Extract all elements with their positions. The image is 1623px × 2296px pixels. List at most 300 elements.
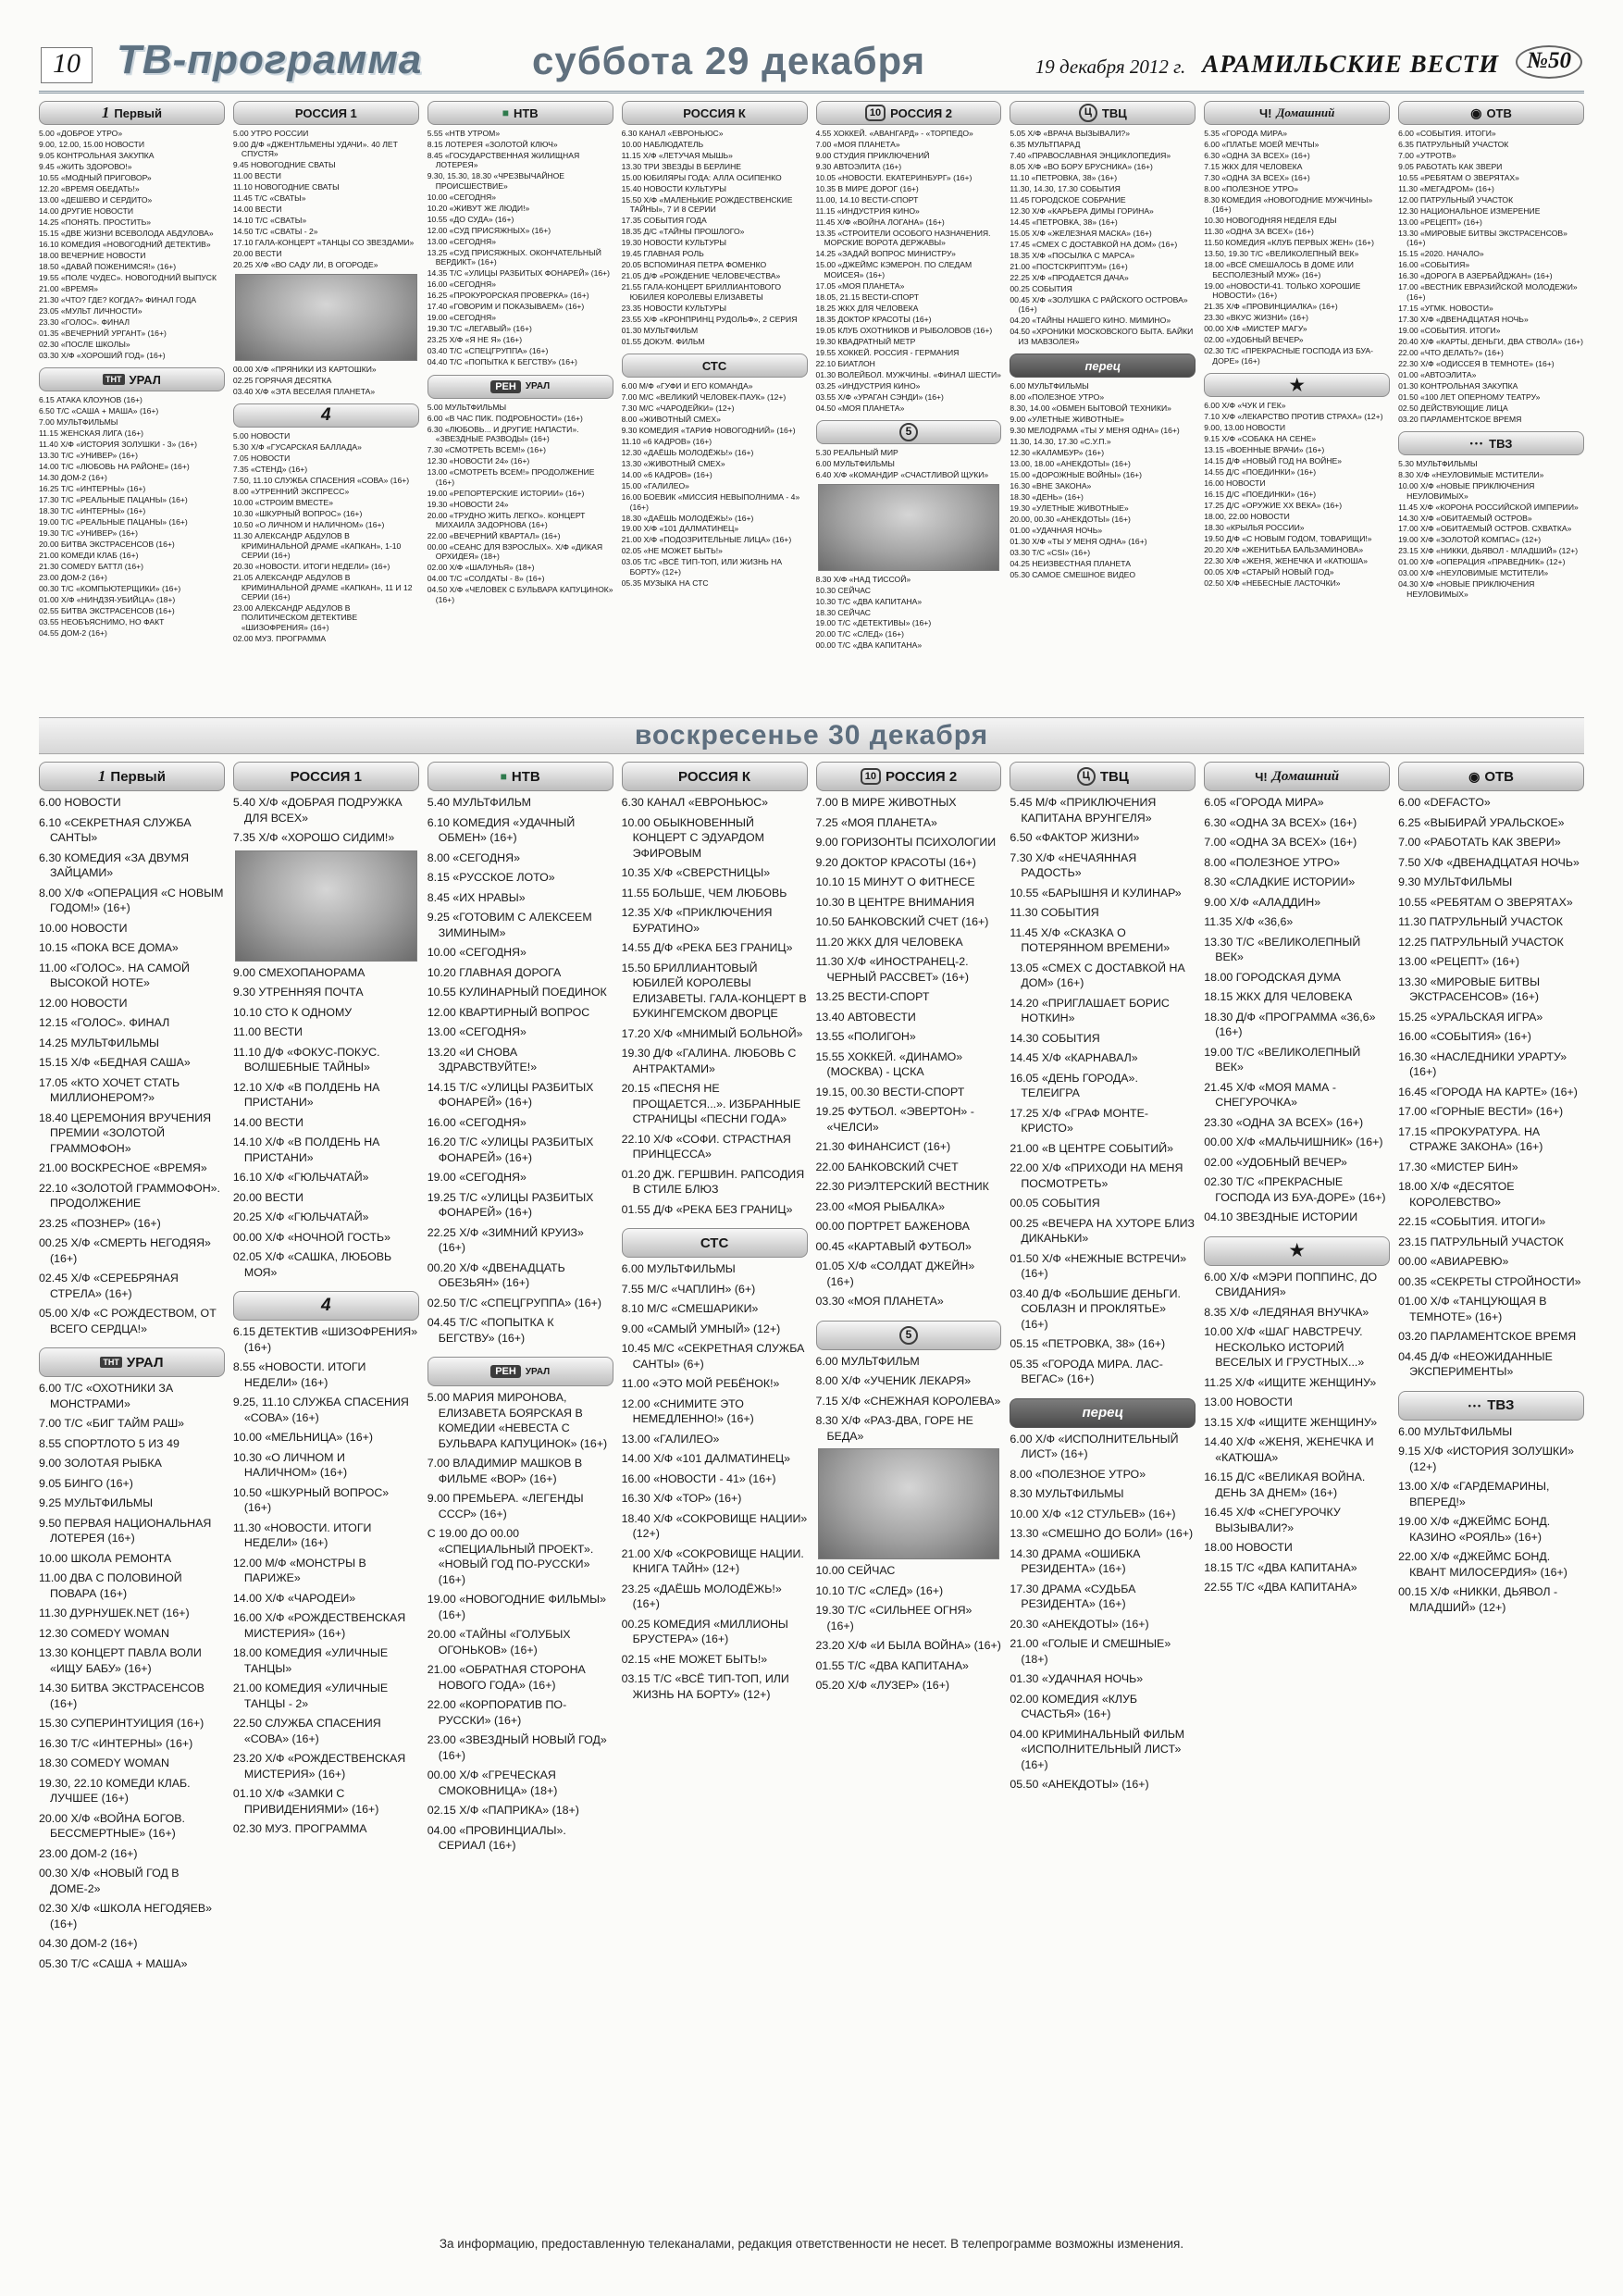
program-entry: 9.00 Д/Ф «ДЖЕНТЛЬМЕНЫ УДАЧИ». 40 ЛЕТ СПУСТЯ» (232, 139, 398, 159)
channel-header-domashniy (1204, 762, 1390, 791)
program-entry: 20.05 ВСПОМИНАЯ ПЕТРА ФОМЕНКО (621, 260, 767, 270)
program-entry: 14.25 МУЛЬТФИЛЬМЫ (39, 1036, 160, 1049)
channel-name: РОССИЯ 1 (294, 105, 357, 120)
program-entry: 16.10 Х/Ф «ГЮЛЬЧАТАЙ» (232, 1171, 369, 1184)
program-entry: 01.30 ВОЛЕЙБОЛ. МУЖЧИНЫ. «ФИНАЛ ШЕСТИ» (815, 369, 1001, 379)
program-entry: 00.00 Х/Ф «МАЛЬЧИШНИК» (16+) (1204, 1136, 1383, 1148)
program-entry: 9.45 НОВОГОДНИЕ СВАТЫ (232, 160, 336, 170)
program-entry: 6.00 Х/Ф «ИСПОЛНИТЕЛЬНЫЙ ЛИСТ» (16+) (1010, 1432, 1179, 1460)
pyat-logo-icon: 5 (899, 423, 918, 441)
program-entry: 11.00 «ЭТО МОЙ РЕБЁНОК!» (621, 1377, 780, 1390)
program-entry: 18.50 «ДАВАЙ ПОЖЕНИМСЯ!» (16+) (39, 261, 177, 271)
channel-header-ural (39, 1347, 225, 1377)
program-entry: 6.00 «СОБЫТИЯ. ИТОГИ» (1398, 129, 1496, 138)
program-entry: 14.00 Т/С «ЛЮБОВЬ НА РАЙОНЕ» (16+) (39, 462, 190, 472)
program-entry: 13.00 «РЕЦЕПТ» (16+) (1398, 217, 1482, 227)
page-header (39, 31, 1584, 93)
program-entry: 14.35 Т/С «УЛИЦЫ РАЗБИТЫХ ФОНАРЕЙ» (16+) (427, 268, 611, 279)
program-entry: 10.20 «ЖИВУТ ЖЕ ЛЮДИ!» (427, 203, 530, 213)
program-entry: 20.00, 00.30 «АНЕКДОТЫ» (16+) (1010, 515, 1131, 524)
program-entry: 8.30 «СЛАДКИЕ ИСТОРИИ» (1204, 875, 1356, 888)
channel-column (233, 762, 419, 2229)
program-entry: 6.25 «ВЫБИРАЙ УРАЛЬСКОЕ» (1398, 815, 1565, 829)
program-entry: 22.00 «ВЕЧЕРНИЙ КВАРТАЛ» (16+) (427, 530, 561, 540)
channel-column (427, 762, 613, 2229)
program-entry: 10.55 «МОДНЫЙ ПРИГОВОР» (39, 172, 152, 182)
channel-header-tvc (1010, 101, 1196, 125)
program-entry: 9.00 ГОРИЗОНТЫ ПСИХОЛОГИИ (815, 836, 997, 849)
program-entry: 02.00 «УДОБНЫЙ ВЕЧЕР» (1204, 335, 1304, 345)
program-entry: 6.00 НОВОСТИ (39, 796, 121, 809)
program-entry: 7.00 «УТРОТВ» (1398, 150, 1456, 160)
program-entry: 11.00 ВЕСТИ (232, 1025, 303, 1038)
channel-column (622, 762, 808, 2229)
program-entry: 9.30 АВТОЭЛИТА (16+) (815, 161, 902, 171)
program-entry: 18.15 ЖКХ ДЛЯ ЧЕЛОВЕКА (1204, 990, 1353, 1003)
program-entry: 10.30 Т/С «ДВА КАПИТАНА» (815, 596, 923, 606)
program-entry: 19.25 ФУТБОЛ. «ЭВЕРТОН» - «ЧЕЛСИ» (815, 1105, 974, 1134)
program-entry: 03.20 ПАРЛАМЕНТСКОЕ ВРЕМЯ (1398, 414, 1522, 424)
program-entry: 5.45 М/Ф «ПРИКЛЮЧЕНИЯ КАПИТАНА ВРУНГЕЛЯ» (1010, 796, 1157, 825)
program-entry: 14.30 БИТВА ЭКСТРАСЕНСОВ (16+) (39, 1682, 204, 1710)
program-entry: 13.00 «СЕГОДНЯ» (427, 236, 497, 246)
program-entry: 01.35 «ВЕЧЕРНИЙ УРГАНТ» (16+) (39, 328, 167, 338)
program-entry: 9.00 Х/Ф «АЛАДДИН» (1204, 895, 1321, 909)
program-entry: 10.15 «ПОКА ВСЕ ДОМА» (39, 941, 179, 954)
program-entry: 00.25 «ВЕЧЕРА НА ХУТОРЕ БЛИЗ ДИКАНЬКИ» (1010, 1216, 1195, 1245)
program-entry: 10.00 НОВОСТИ (39, 921, 128, 935)
program-entry: 05.00 Х/Ф «С РОЖДЕСТВОМ, ОТ ВСЕГО СЕРДЦА!» (39, 1307, 217, 1335)
program-entry: 15.15 «2020. НАЧАЛО» (1398, 249, 1484, 259)
program-entry: 9.25 «ГОТОВИМ С АЛЕКСЕЕМ ЗИМИНЫМ» (427, 911, 592, 939)
program-photo (235, 850, 417, 962)
program-entry: 17.10 ГАЛА-КОНЦЕРТ «ТАНЦЫ СО ЗВЕЗДАМИ» (232, 238, 415, 248)
program-entry: 19.00 Х/Ф «101 ДАЛМАТИНЕЦ» (621, 524, 739, 534)
channel-name: СТС (700, 1235, 729, 1251)
program-entry: 5.00 МУЛЬТФИЛЬМЫ (427, 402, 507, 412)
program-entry: 23.15 ПАТРУЛЬНЫЙ УЧАСТОК (1398, 1235, 1564, 1248)
program-entry: 20.20 Х/Ф «ЖЕНИТЬБА БАЛЬЗАМИНОВА» (1204, 544, 1364, 554)
program-entry: 16.30 «ДОРОГА В АЗЕРБАЙДЖАН» (16+) (1398, 271, 1553, 281)
program-entry: 14.25 «ЗАДАЙ ВОПРОС МИНИСТРУ» (815, 249, 956, 259)
program-entry: 00.00 «АВИАРЕВЮ» (1398, 1255, 1509, 1268)
channel-name: Домашний (1276, 105, 1335, 119)
program-entry: 7.30 М/С «ЧАРОДЕЙКИ» (12+) (621, 403, 735, 414)
program-entry: 22.10 «ЗОЛОТОЙ ГРАММОФОН». ПРОДОЛЖЕНИЕ (39, 1181, 220, 1210)
program-entry: 23.30 «ОДНА ЗА ВСЕХ» (16+) (1204, 1115, 1364, 1129)
program-entry: 6.00 МУЛЬТФИЛЬМЫ (815, 459, 895, 469)
program-entry: 9.00 «САМЫЙ УМНЫЙ» (12+) (621, 1322, 781, 1335)
program-entry: 10.50 БАНКОВСКИЙ СЧЕТ (16+) (815, 915, 989, 928)
program-entry: 14.10 Т/С «СВАТЫ» (232, 216, 307, 226)
program-entry: 01.55 ДОКУМ. ФИЛЬМ (621, 336, 705, 346)
program-entry: 03.30 Т/С «CSI» (16+) (1010, 547, 1091, 557)
program-entry: 10.55 «РЕБЯТАМ О ЗВЕРЯТАХ» (1398, 895, 1573, 909)
channel-header-chetyre (233, 403, 419, 428)
program-entry: 6.30 «ОДНА ЗА ВСЕХ» (16+) (1204, 150, 1310, 160)
program-entry: 9.00, 12.00, 15.00 НОВОСТИ (39, 139, 145, 149)
channel-name: УРАЛ (129, 372, 161, 387)
program-entry: 10.35 Х/Ф «СВЕРСТНИЦЫ» (621, 866, 771, 879)
program-entry: 18.00 «ВСЁ СМЕШАЛОСЬ В ДОМЕ ИЛИ БЕСПОЛЕЗНЫЙ МУЖ» (16+) (1204, 260, 1354, 279)
program-entry: 14.15 Т/С «УЛИЦЫ РАЗБИТЫХ ФОНАРЕЙ» (16+) (427, 1080, 594, 1109)
program-entry: 9.05 РАБОТАТЬ КАК ЗВЕРИ (1398, 161, 1503, 171)
program-entry: 13.50, 19.30 Т/С «ВЕЛИКОЛЕПНЫЙ ВЕК» (1204, 249, 1359, 259)
program-entry: 14.15 Д/Ф «НОВЫЙ ГОД НА ВОЙНЕ» (1204, 456, 1343, 466)
program-entry: 20.00 Т/С «СЛЕД» (16+) (815, 629, 904, 639)
program-entry: 21.00 «ГОЛЫЕ И СМЕШНЫЕ» (18+) (1010, 1637, 1171, 1666)
program-entry: 11.15 Х/Ф «ЛЕТУЧАЯ МЫШЬ» (621, 150, 733, 160)
program-entry: 18.40 ЦЕРЕМОНИЯ ВРУЧЕНИЯ ПРЕМИИ «ЗОЛОТОЙ ГРАММОФОН» (39, 1111, 212, 1155)
program-entry: 13.40 АВТОВЕСТИ (815, 1010, 916, 1024)
program-entry: 18.30 «ДЕНЬ» (16+) (1010, 492, 1084, 503)
program-entry: 7.35 «СТЕНД» (16+) (232, 465, 308, 475)
program-entry: 03.20 ПАРЛАМЕНТСКОЕ ВРЕМЯ (1398, 1330, 1577, 1343)
program-entry: 6.35 ПАТРУЛЬНЫЙ УЧАСТОК (1398, 139, 1509, 149)
program-entry: 02.30 Х/Ф «ШКОЛА НЕГОДЯЕВ» (16+) (39, 1902, 213, 1930)
program-entry: 11.50 КОМЕДИЯ «КЛУБ ПЕРВЫХ ЖЕН» (16+) (1204, 238, 1374, 248)
program-entry: 21.00 «ОБРАТНАЯ СТОРОНА НОВОГО ГОДА» (16+) (427, 1663, 586, 1692)
program-entry: 14.00 «6 КАДРОВ» (16+) (621, 470, 712, 480)
program-entry: 22.00 «КОРПОРАТИВ ПО-РУССКИ» (16+) (427, 1698, 567, 1727)
chetyre-logo-icon: 4 (321, 1296, 331, 1315)
program-entry: 15.00 «ГАЛИЛЕО» (621, 481, 689, 491)
program-entry: 5.35 «ГОРОДА МИРА» (1204, 129, 1287, 138)
program-entry: 21.00 «В ЦЕНТРЕ СОБЫТИЙ» (1010, 1141, 1174, 1155)
program-entry: 13.05 «СМЕХ С ДОСТАВКОЙ НА ДОМ» (16+) (1010, 961, 1185, 989)
program-entry: 14.40 Х/Ф «ЖЕНЯ, ЖЕНЕЧКА И «КАТЮША» (1204, 1435, 1374, 1464)
program-entry: 7.00 «ОДНА ЗА ВСЕХ» (16+) (1204, 836, 1357, 849)
program-entry: 19.00 Х/Ф «ДЖЕЙМС БОНД. КАЗИНО «РОЯЛЬ» (16+) (1398, 1515, 1551, 1544)
program-entry: 6.00 М/Ф «ГУФИ И ЕГО КОМАНДА» (621, 381, 753, 391)
program-entry: 19.00 «СЕГОДНЯ» (427, 313, 497, 323)
program-entry: 00.25 КОМЕДИЯ «МИЛЛИОНЫ БРУСТЕРА» (16+) (621, 1617, 788, 1645)
program-entry: 14.30 ДОМ-2 (16+) (39, 473, 107, 483)
program-entry: 13.00 НОВОСТИ (1204, 1396, 1293, 1409)
program-entry: 00.30 Х/Ф «НОВЫЙ ГОД В ДОМЕ-2» (39, 1867, 180, 1895)
newspaper-name: АРАМИЛЬСКИЕ ВЕСТИ (1202, 50, 1500, 78)
program-entry: 7.55 М/С «ЧАПЛИН» (6+) (621, 1282, 756, 1296)
program-entry: 16.00 «СОБЫТИЯ» (16+) (1398, 1030, 1531, 1043)
program-entry: 11.10 НОВОГОДНИЕ СВАТЫ (232, 182, 340, 192)
program-entry: 01.30 «УДАЧНАЯ НОЧЬ» (1010, 1672, 1144, 1685)
program-entry: 18.05, 21.15 ВЕСТИ-СПОРТ (815, 292, 920, 302)
program-entry: 8.00 Х/Ф «УЧЕНИК ЛЕКАРЯ» (815, 1374, 972, 1387)
program-entry: 9.15 Х/Ф «ИСТОРИЯ ЗОЛУШКИ» (12+) (1398, 1445, 1575, 1473)
program-entry: 8.30 Х/Ф «РАЗ-ДВА, ГОРЕ НЕ БЕДА» (815, 1414, 973, 1443)
program-entry: 16.00 «НОВОСТИ - 41» (16+) (621, 1471, 776, 1485)
program-entry: 17.00 «ГОРНЫЕ ВЕСТИ» (16+) (1398, 1105, 1564, 1118)
program-entry: 17.45 «СМЕХ С ДОСТАВКОЙ НА ДОМ» (16+) (1010, 239, 1178, 249)
program-entry: 5.00 НОВОСТИ (232, 431, 291, 441)
program-entry: 13.00 «ДЕШЕВО И СЕРДИТО» (39, 194, 153, 205)
channel-name: УРАЛ (126, 1354, 164, 1371)
program-entry: 19.00 «НОВОСТИ-41. ТОЛЬКО ХОРОШИЕ НОВОСТИ» (16+) (1204, 280, 1361, 301)
program-entry: 7.30 «СМОТРЕТЬ ВСЕМ!» (16+) (427, 445, 546, 455)
program-entry: 02.50 Т/С «СПЕЦГРУППА» (16+) (427, 1296, 602, 1309)
program-entry: 01.00 «УДАЧНАЯ НОЧЬ» (1010, 525, 1103, 535)
program-entry: 17.25 Д/С «ОРУЖИЕ XX ВЕКА» (16+) (1204, 501, 1343, 511)
program-entry: 02.00 МУЗ. ПРОГРАММА (232, 633, 327, 643)
program-entry: С 19.00 ДО 00.00 «СПЕЦИАЛЬНЫЙ ПРОЕКТ». «НОВЫЙ ГОД ПО-РУССКИ» (16+) (427, 1527, 594, 1586)
program-entry: 7.00 МУЛЬТФИЛЬМЫ (39, 417, 118, 428)
program-entry: 15.15 «ДВЕ ЖИЗНИ ВСЕВОЛОДА АБДУЛОВА» (39, 228, 214, 238)
program-entry: 20.25 Х/Ф «ГЮЛЬЧАТАЙ» (232, 1210, 369, 1223)
rossiya2-logo-icon: 10 (865, 105, 886, 121)
page-number: 10 (41, 47, 93, 83)
program-entry: 02.05 «НЕ МОЖЕТ БЫТЬ!» (621, 546, 723, 556)
program-entry: 9.45 «ЖИТЬ ЗДОРОВО!» (39, 161, 132, 171)
program-entry: 14.30 СОБЫТИЯ (1010, 1031, 1100, 1045)
channel-name: ТВЗ (1489, 436, 1513, 451)
program-entry: 5.00 МАРИЯ МИРОНОВА, ЕЛИЗАВЕТА БОЯРСКАЯ В КОМЕДИИ «НЕВЕСТА С БУЛЬВАРА КАПУЦИНОК» (16+) (427, 1391, 608, 1450)
program-entry: 12.20 «ВРЕМЯ ОБЕДАТЬ!» (39, 183, 140, 193)
program-entry: 11.35 Х/Ф «36,6» (1204, 915, 1294, 928)
program-entry: 13.30 КОНЦЕРТ ПАВЛА ВОЛИ «ИЩУ БАБУ» (16+) (39, 1646, 202, 1675)
channel-header-pyat (816, 1321, 1002, 1350)
program-entry: 6.10 КОМЕДИЯ «УДАЧНЫЙ ОБМЕН» (16+) (427, 815, 576, 844)
program-entry: 6.10 «СЕКРЕТНАЯ СЛУЖБА САНТЫ» (39, 815, 192, 844)
program-entry: 12.10 Х/Ф «В ПОЛДЕНЬ НА ПРИСТАНИ» (232, 1080, 380, 1109)
program-entry: 17.15 «ПРОКУРАТУРА. НА СТРАЖЕ ЗАКОНА» (16+) (1398, 1124, 1543, 1153)
program-entry: 00.05 Х/Ф «СТАРЫЙ НОВЫЙ ГОД» (1204, 566, 1334, 577)
channel-name: ОТВ (1486, 105, 1512, 120)
program-entry: 01.05 Х/Ф «СОЛДАТ ДЖЕЙН» (16+) (815, 1260, 975, 1288)
program-entry: 10.30 В ЦЕНТРЕ ВНИМАНИЯ (815, 895, 975, 909)
program-entry: 02.05 Х/Ф «САШКА, ЛЮБОВЬ МОЯ» (232, 1250, 392, 1279)
channel-header-otv (1398, 762, 1584, 791)
program-entry: 00.05 СОБЫТИЯ (1010, 1197, 1100, 1210)
program-entry: 10.00 ШКОЛА РЕМОНТА (39, 1551, 172, 1565)
channel-header-pervyi (39, 762, 225, 791)
program-entry: 17.30 «МИСТЕР БИН» (1398, 1160, 1518, 1173)
program-entry: 03.40 Х/Ф «ЭТА ВЕСЕЛАЯ ПЛАНЕТА» (232, 386, 376, 396)
program-entry: 13.00 «СМОТРЕТЬ ВСЕМ!» ПРОДОЛЖЕНИЕ (16+) (427, 467, 595, 487)
channel-column (39, 762, 225, 2229)
program-entry: 8.35 Х/Ф «ЛЕДЯНАЯ ВНУЧКА» (1204, 1305, 1369, 1319)
program-entry: 17.30 Т/С «РЕАЛЬНЫЕ ПАЦАНЫ» (16+) (39, 495, 188, 505)
program-entry: 9.00 СМЕХОПАНОРАМА (232, 965, 365, 979)
program-entry: 10.20 ГЛАВНАЯ ДОРОГА (427, 965, 562, 979)
program-entry: 00.45 «КАРТАВЫЙ ФУТБОЛ» (815, 1239, 972, 1253)
program-entry: 22.10 БИАТЛОН (815, 358, 875, 368)
program-entry: 14.00 ВЕСТИ (232, 205, 282, 215)
program-entry: 13.55 «ПОЛИГОН» (815, 1030, 916, 1043)
program-entry: 22.25 Х/Ф «ПРОДАЕТСЯ ДАЧА» (1010, 272, 1129, 282)
program-entry: 12.30 «НОВОСТИ 24» (16+) (427, 456, 530, 466)
program-entry: 8.00 «ЖИВОТНЫЙ СМЕХ» (621, 415, 721, 425)
program-entry: 11.00 ВЕСТИ (232, 171, 281, 181)
channel-header-rossiyak (622, 101, 808, 125)
program-entry: 11.55 БОЛЬШЕ, ЧЕМ ЛЮБОВЬ (621, 886, 787, 900)
program-entry: 04.10 ЗВЕЗДНЫЕ ИСТОРИИ (1204, 1210, 1358, 1223)
program-entry: 03.40 Т/С «СПЕЦГРУППА» (16+) (427, 346, 549, 356)
program-entry: 6.00 «В ЧАС ПИК. ПОДРОБНОСТИ» (16+) (427, 413, 583, 423)
channel-header-rossiya2 (816, 101, 1002, 125)
channel-name: РОССИЯ К (683, 105, 746, 120)
program-entry: 13.25 «СУД ПРИСЯЖНЫХ. ОКОНЧАТЕЛЬНЫЙ ВЕРДИКТ» (16+) (427, 247, 601, 267)
program-entry: 19.30 Д/Ф «ГАЛИНА. ЛЮБОВЬ С АНТРАКТАМИ» (621, 1047, 797, 1075)
program-entry: 17.00 Х/Ф «ОБИТАЕМЫЙ ОСТРОВ. СХВАТКА» (1398, 524, 1572, 534)
program-entry: 18.30 Д/Ф «ПРОГРАММА «36,6» (16+) (1204, 1010, 1376, 1038)
program-entry: 8.00 «ПОЛЕЗНОЕ УТРО» (1204, 183, 1299, 193)
program-entry: 16.00 БОЕВИК «МИССИЯ НЕВЫПОЛНИМА - 4» (16+) (621, 492, 800, 512)
program-entry: 20.30 «НОВОСТИ. ИТОГИ НЕДЕЛИ» (16+) (232, 562, 390, 572)
channel-name: РОССИЯ 1 (290, 768, 362, 785)
program-entry: 9.50 ПЕРВАЯ НАЦИОНАЛЬНАЯ ЛОТЕРЕЯ (16+) (39, 1516, 212, 1545)
program-entry: 01.00 «АВТОЭЛИТА» (1398, 369, 1477, 379)
otv-logo-icon: ◉ (1470, 105, 1482, 120)
program-entry: 14.45 «ПЕТРОВКА, 38» (16+) (1010, 217, 1118, 227)
pyat-logo-icon: 5 (899, 1326, 918, 1345)
program-entry: 19.00 «СОБЫТИЯ. ИТОГИ» (1398, 325, 1501, 335)
program-entry: 9.25 МУЛЬТФИЛЬМЫ (39, 1496, 154, 1509)
channel-name: РОССИЯ К (678, 768, 751, 785)
program-entry: 00.45 Х/Ф «ЗОЛУШКА С РАЙСКОГО ОСТРОВА» (16+) (1010, 294, 1188, 315)
channel-name: ТВЦ (1101, 105, 1127, 120)
program-entry: 21.00 ВОСКРЕСНОЕ «ВРЕМЯ» (39, 1161, 207, 1174)
program-entry: 20.00 БИТВА ЭКСТРАСЕНСОВ (16+) (39, 539, 175, 549)
channel-name: ОТВ (1484, 768, 1514, 785)
program-entry: 15.55 ХОККЕЙ. «ДИНАМО» (МОСКВА) - ЦСКА (815, 1049, 963, 1078)
program-entry: 16.00 НОВОСТИ (1204, 478, 1266, 489)
program-entry: 15.30 СУПЕРИНТУИЦИЯ (16+) (39, 1717, 204, 1730)
program-entry: 6.30 КОМЕДИЯ «ЗА ДВУМЯ ЗАЙЦАМИ» (39, 850, 190, 879)
program-entry: 00.00 Х/Ф «НОЧНОЙ ГОСТЬ» (232, 1230, 391, 1244)
program-entry: 10.00 СЕЙЧАС (815, 1564, 896, 1577)
program-entry: 6.40 Х/Ф «КОМАНДИР «СЧАСТЛИВОЙ ЩУКИ» (815, 470, 989, 480)
program-entry: 01.50 Х/Ф «НЕЖНЫЕ ВСТРЕЧИ» (16+) (1010, 1251, 1187, 1280)
masthead-logo: ТВ-программа (117, 37, 423, 82)
channel-header-tvc (1010, 762, 1196, 791)
program-entry: 11.25 Х/Ф «ИЩИТЕ ЖЕНЩИНУ» (1204, 1375, 1377, 1389)
program-entry: 02.45 Х/Ф «СЕРЕБРЯНАЯ СТРЕЛА» (16+) (39, 1272, 179, 1300)
program-entry: 00.00 Х/Ф «ГРЕЧЕСКАЯ СМОКОВНИЦА» (18+) (427, 1769, 558, 1797)
channel-name: УРАЛ (525, 381, 551, 392)
program-entry: 23.00 «МОЯ РЫБАЛКА» (815, 1199, 946, 1213)
program-entry: 03.40 Д/Ф «БОЛЬШИЕ ДЕНЬГИ. СОБЛАЗН И ПРОКЛЯТЬЕ» (16+) (1010, 1286, 1181, 1331)
program-entry: 19.55 «ПОЛЕ ЧУДЕС». НОВОГОДНИЙ ВЫПУСК (39, 272, 217, 282)
program-entry: 11.30 «НОВОСТИ. ИТОГИ НЕДЕЛИ» (16+) (232, 1520, 372, 1549)
program-entry: 8.00 Х/Ф «ОПЕРАЦИЯ «С НОВЫМ ГОДОМ!» (16+) (39, 886, 224, 914)
zvezda-logo-icon: ★ (1289, 375, 1305, 394)
channel-column (233, 101, 419, 708)
channel-header-rossiyak (622, 762, 808, 791)
channel-column (1204, 101, 1390, 708)
program-entry: 11.45 Х/Ф «СКАЗКА О ПОТЕРЯННОМ ВРЕМЕНИ» (1010, 925, 1171, 954)
channel-column (816, 101, 1002, 708)
program-entry: 11.10 «6 КАДРОВ» (16+) (621, 437, 712, 447)
program-entry: 03.30 «МОЯ ПЛАНЕТА» (815, 1295, 944, 1308)
program-entry: 10.55 «ДО СУДА» (16+) (427, 214, 514, 224)
program-entry: 15.50 Х/Ф «МАЛЕНЬКИЕ РОЖДЕСТВЕНСКИЕ ТАЙНЫ», 7 И 8 СЕРИИ (621, 194, 793, 215)
program-entry: 04.50 «ХРОНИКИ МОСКОВСКОГО БЫТА. БАЙКИ ИЗ МАВЗОЛЕЯ» (1010, 327, 1194, 346)
program-entry: 21.00 КОМЕДИ КЛАБ (16+) (39, 550, 139, 560)
channel-header-pyat (816, 420, 1002, 444)
program-entry: 17.05 «КТО ХОЧЕТ СТАТЬ МИЛЛИОНЕРОМ?» (39, 1075, 180, 1104)
channel-column (816, 762, 1002, 2229)
program-entry: 22.00 БАНКОВСКИЙ СЧЕТ (815, 1160, 959, 1173)
channel-name: перец (1082, 1405, 1124, 1421)
program-entry: 23.00 ДОМ-2 (16+) (39, 572, 107, 582)
program-entry: 15.50 БРИЛЛИАНТОВЫЙ ЮБИЛЕЙ КОРОЛЕВЫ ЕЛИЗАВЕТЫ. ГАЛА-КОНЦЕРТ В БУКИНГЕМСКОМ ДВОРЦЕ (621, 961, 807, 1020)
program-entry: 22.50 СЛУЖБА СПАСЕНИЯ «СОВА» (16+) (232, 1717, 381, 1745)
program-entry: 14.00 Х/Ф «ЧАРОДЕИ» (232, 1591, 356, 1605)
program-entry: 9.30 УТРЕННЯЯ ПОЧТА (232, 986, 364, 999)
domashniy-logo-icon: Ч! (1259, 105, 1272, 120)
program-entry: 12.00 «СУД ПРИСЯЖНЫХ» (16+) (427, 225, 551, 235)
program-entry: 9.05 КОНТРОЛЬНАЯ ЗАКУПКА (39, 150, 155, 160)
program-entry: 14.50 Т/С «СВАТЫ - 2» (232, 227, 318, 237)
program-entry: 10.00 «СЕГОДНЯ» (427, 192, 497, 202)
program-entry: 10.55 КУЛИНАРНЫЙ ПОЕДИНОК (427, 986, 607, 999)
program-entry: 10.00 Х/Ф «ШАГ НАВСТРЕЧУ. НЕСКОЛЬКО ИСТОРИЙ ВЕСЕЛЫХ И ГРУСТНЫХ...» (1204, 1325, 1365, 1369)
program-entry: 10.55 «РЕБЯТАМ О ЗВЕРЯТАХ» (1398, 172, 1519, 182)
program-entry: 18.30 СЕЙЧАС (815, 607, 871, 617)
program-entry: 01.50 «100 ЛЕТ ОПЕРНОМУ ТЕАТРУ» (1398, 391, 1541, 402)
program-entry: 02.25 ГОРЯЧАЯ ДЕСЯТКА (232, 375, 332, 385)
program-entry: 05.50 «АНЕКДОТЫ» (16+) (1010, 1778, 1149, 1791)
program-entry: 11.10 «ПЕТРОВКА, 38» (16+) (1010, 172, 1118, 182)
sunday-section (39, 762, 1584, 2229)
program-entry: 03.15 Т/С «ВСЁ ТИП-ТОП, ИЛИ ЖИЗНЬ НА БОРТУ» (12+) (621, 1672, 789, 1701)
program-entry: 16.10 КОМЕДИЯ «НОВОГОДНИЙ ДЕТЕКТИВ» (39, 239, 211, 249)
program-entry: 13.15 «ВОЕННЫЕ ВРАЧИ» (16+) (1204, 445, 1325, 455)
program-entry: 16.45 Х/Ф «СНЕГУРОЧКУ ВЫЗЫВАЛИ?» (1204, 1506, 1341, 1534)
program-entry: 21.05 Д/Ф «РОЖДЕНИЕ ЧЕЛОВЕЧЕСТВА» (621, 271, 781, 281)
program-entry: 7.10 Х/Ф «ЛЕКАРСТВО ПРОТИВ СТРАХА» (12+) (1204, 412, 1383, 422)
program-entry: 19.30 «УЛЕТНЫЕ ЖИВОТНЫЕ» (1010, 503, 1129, 514)
program-entry: 8.45 «ИХ НРАВЫ» (427, 890, 526, 904)
program-entry: 8.30 МУЛЬТФИЛЬМЫ (1010, 1487, 1124, 1500)
program-entry: 13.00 «СЕГОДНЯ» (427, 1025, 527, 1038)
program-entry: 6.00 МУЛЬТФИЛЬМ (815, 1354, 920, 1368)
program-entry: 17.30 Х/Ф «ДВЕНАДЦАТАЯ НОЧЬ» (1398, 314, 1529, 324)
program-entry: 4.55 ХОККЕЙ. «АВАНГАРД» - «ТОРПЕДО» (815, 129, 973, 138)
program-entry: 13.30 Т/С «ВЕЛИКОЛЕПНЫЙ ВЕК» (1204, 935, 1361, 963)
program-entry: 19.30 Т/С «ЛЕГАВЫЙ» (16+) (427, 324, 532, 334)
program-entry: 12.30 COMEDY WOMAN (39, 1626, 169, 1640)
channel-header-ural (39, 367, 225, 391)
program-entry: 00.00 ПОРТРЕТ БАЖЕНОВА (815, 1220, 970, 1233)
program-entry: 10.00 НАБЛЮДАТЕЛЬ (621, 139, 704, 149)
program-entry: 01.55 Д/Ф «РЕКА БЕЗ ГРАНИЦ» (621, 1202, 793, 1216)
program-entry: 18.30 «ДАЁШЬ МОЛОДЁЖЬ!» (16+) (621, 513, 754, 523)
program-entry: 7.15 ЖКХ ДЛЯ ЧЕЛОВЕКА (1204, 161, 1303, 171)
program-entry: 5.30 Х/Ф «ГУСАРСКАЯ БАЛЛАДА» (232, 442, 362, 453)
program-entry: 04.20 «ТАЙНЫ НАШЕГО КИНО. МИМИНО» (1010, 316, 1171, 326)
ntv-logo-icon: ■ (502, 106, 509, 119)
pervyi-logo-icon: 1 (97, 767, 106, 785)
program-entry: 04.45 Д/Ф «НЕОЖИДАННЫЕ ЭКСПЕРИМЕНТЫ» (1398, 1349, 1553, 1378)
program-entry: 7.30 Х/Ф «НЕЧАЯННАЯ РАДОСТЬ» (1010, 850, 1137, 879)
program-entry: 23.55 Х/Ф «КРОНПРИНЦ РУДОЛЬФ», 2 СЕРИЯ (621, 314, 798, 324)
program-entry: 6.00 Х/Ф «МЭРИ ПОППИНС, ДО СВИДАНИЯ» (1204, 1270, 1378, 1298)
program-entry: 6.15 АТАКА КЛОУНОВ (16+) (39, 395, 142, 405)
program-entry: 19.00 «СЕГОДНЯ» (427, 1171, 527, 1184)
program-entry: 00.35 «СЕКРЕТЫ СТРОЙНОСТИ» (1398, 1274, 1581, 1288)
program-entry: 14.00 ВЕСТИ (232, 1115, 304, 1129)
program-entry: 6.30 «ЛЮБОВЬ... И ДРУГИЕ НАПАСТИ». «ЗВЕЗДНЫЕ РАЗВОДЫ» (16+) (427, 424, 579, 444)
program-entry: 01.30 Х/Ф «ТЫ У МЕНЯ ОДНА» (16+) (1010, 536, 1147, 546)
program-entry: 7.35 Х/Ф «ХОРОШО СИДИМ!» (232, 831, 395, 844)
program-entry: 5.00 УТРО РОССИИ (232, 129, 309, 138)
program-entry: 04.50 Х/Ф «ЧЕЛОВЕК С БУЛЬВАРА КАПУЦИНОК» (16+) (427, 585, 613, 604)
program-entry: 01.00 Х/Ф «НИНДЗЯ-УБИЙЦА» (18+) (39, 594, 176, 604)
program-entry: 03.55 НЕОБЪЯСНИМО, НО ФАКТ (39, 616, 165, 627)
program-entry: 8.45 «ГОСУДАРСТВЕННАЯ ЖИЛИЩНАЯ ЛОТЕРЕЯ» (427, 150, 580, 170)
program-entry: 7.00 В МИРЕ ЖИВОТНЫХ (815, 796, 957, 809)
